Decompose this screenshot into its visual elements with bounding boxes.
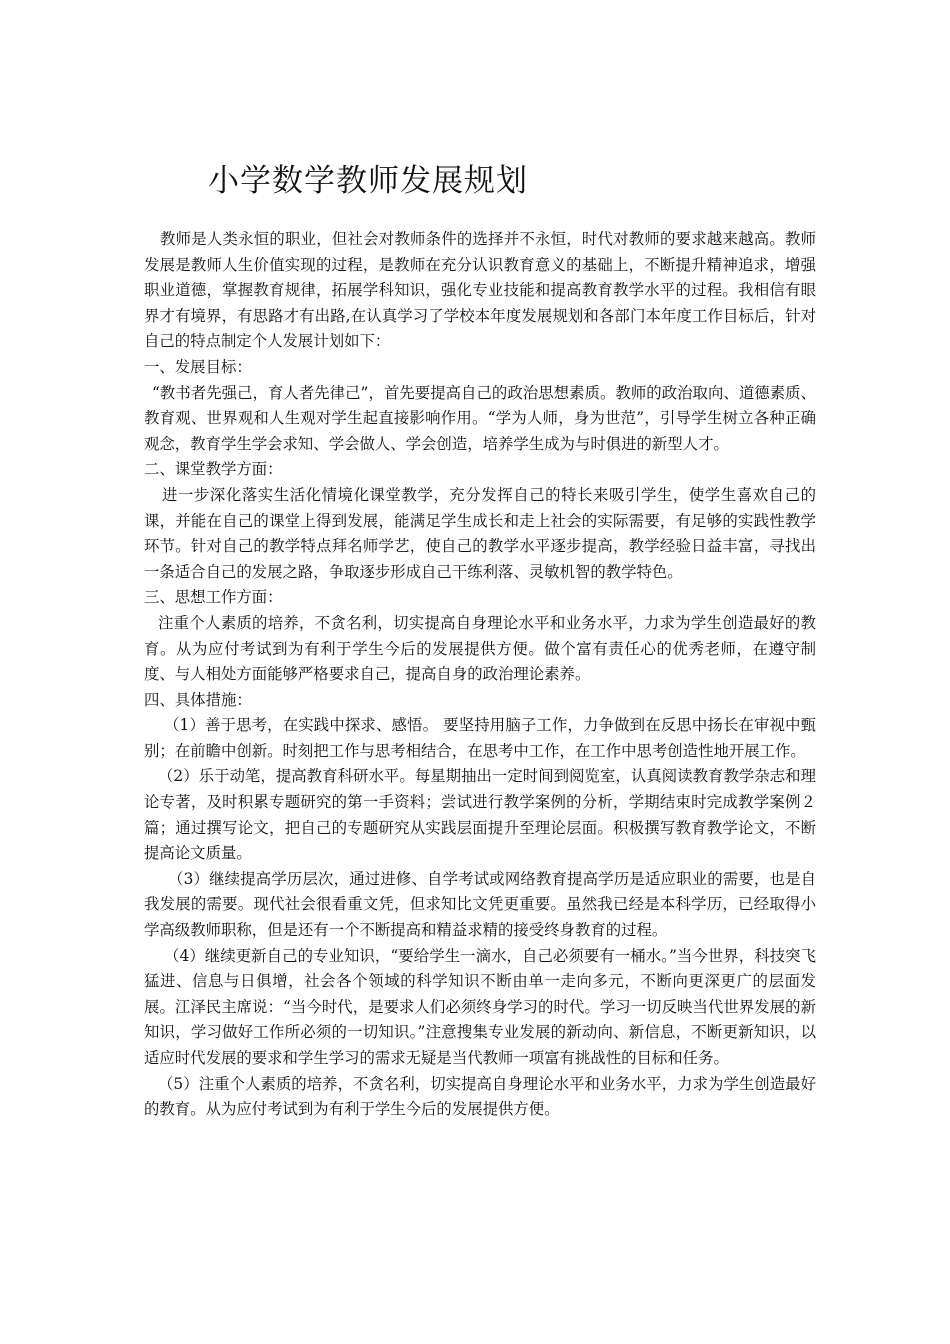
paragraph-measure-4: （4）继续更新自己的专业知识，“要给学生一滴水，自己必须要有一桶水。”当今世界，科技突飞猛进、信息与日俱增，社会各个领域的科学知识不断由单一走向多元，不断向更深更广的层面发展。江泽民主席说：“当今时代，是要求人们必须终身学习的时代。学习一切反映当代世界发展的新知识，学习做好工作所必须的一切知识。”注意搜集专业发展的新动向、新信息，不断更新知识，以适应时代发展的要求和学生学习的需求无疑是当代教师一项富有挑战性的目标和任务。 [144, 946, 816, 1067]
paragraph-measure-2: （2）乐于动笔，提高教育科研水平。每星期抽出一定时间到阅览室，认真阅读教育教学杂志和理论专著，及时积累专题研究的第一手资料；尝试进行教学案例的分析，学期结束时完成教学案例２篇；通过撰写论文，把自己的专题研究从实践层面提升至理论层面。积极撰写教育教学论文，不断提高论文质量。 [144, 767, 816, 863]
section-heading-heading-4: 四、具体措施： [144, 690, 252, 709]
paragraph-measure-5: （5）注重个人素质的培养，不贪名利，切实提高自身理论水平和业务水平，力求为学生创造最好的教育。从为应付考试到为有利于学生今后的发展提供方便。 [144, 1074, 816, 1119]
document-title: 小学数学教师发展规划 [208, 163, 528, 199]
paragraph-measure-1: （1）善于思考，在实践中探求、感悟。 要坚持用脑子工作，力争做到在反思中扬长在审视中甄别；在前瞻中创新。时刻把工作与思考相结合，在思考中工作，在工作中思考创造性地开展工作。 [144, 716, 816, 760]
section-heading-heading-2: 二、课堂教学方面： [144, 460, 283, 479]
paragraph-teaching: 进一步深化落实生活化情境化课堂教学，充分发挥自己的特长来吸引学生，使学生喜欢自己的课，并能在自己的课堂上得到发展，能满足学生成长和走上社会的实际需要，有足够的实践性教学环节。针对自己的教学特点拜名师学艺，使自己的教学水平逐步提高，教学经验日益丰富，寻找出一条适合自己的发展之路，争取逐步形成自己干练利落、灵敏机智的教学特色。 [144, 485, 816, 581]
paragraph-ideology: 注重个人素质的培养，不贪名利，切实提高自身理论水平和业务水平，力求为学生创造最好的教育。从为应付考试到为有利于学生今后的发展提供方便。做个富有责任心的优秀老师，在遵守制度、与人相处方面能够严格要求自己，提高自身的政治理论素养。 [144, 613, 816, 684]
document-body [144, 227, 816, 1123]
paragraph-measure-3: （3）继续提高学历层次，通过进修、自学考试或网络教育提高学历是适应职业的需要，也是自我发展的需要。现代社会很看重文凭，但求知比文凭更重要。虽然我已经是本科学历，已经取得小学高级教师职称，但是还有一个不断提高和精益求精的接受终身教育的过程。 [144, 869, 816, 940]
section-heading-heading-1: 一、发展目标： [144, 357, 252, 376]
paragraph-intro: 教师是人类永恒的职业，但社会对教师条件的选择并不永恒，时代对教师的要求越来越高。教师发展是教师人生价值实现的过程，是教师在充分认识教育意义的基础上，不断提升精神追求，增强职业道德，掌握教育规律，拓展学科知识，强化专业技能和提高教育教学水平的过程。我相信有眼界才有境界，有思路才有出路,在认真学习了学校本年度发展规划和各部门本年度工作目标后，针对自己的特点制定个人发展计划如下： [144, 230, 816, 351]
section-heading-heading-3: 三、思想工作方面： [144, 588, 283, 607]
paragraph-goal: “教书者先强己，育人者先律己”，首先要提高自己的政治思想素质。教师的政治取向、道德素质、教育观、世界观和人生观对学生起直接影响作用。“学为人师，身为世范”，引导学生树立各种正确观念，教育学生学会求知、学会做人、学会创造，培养学生成为与时俱进的新型人才。 [144, 383, 816, 453]
